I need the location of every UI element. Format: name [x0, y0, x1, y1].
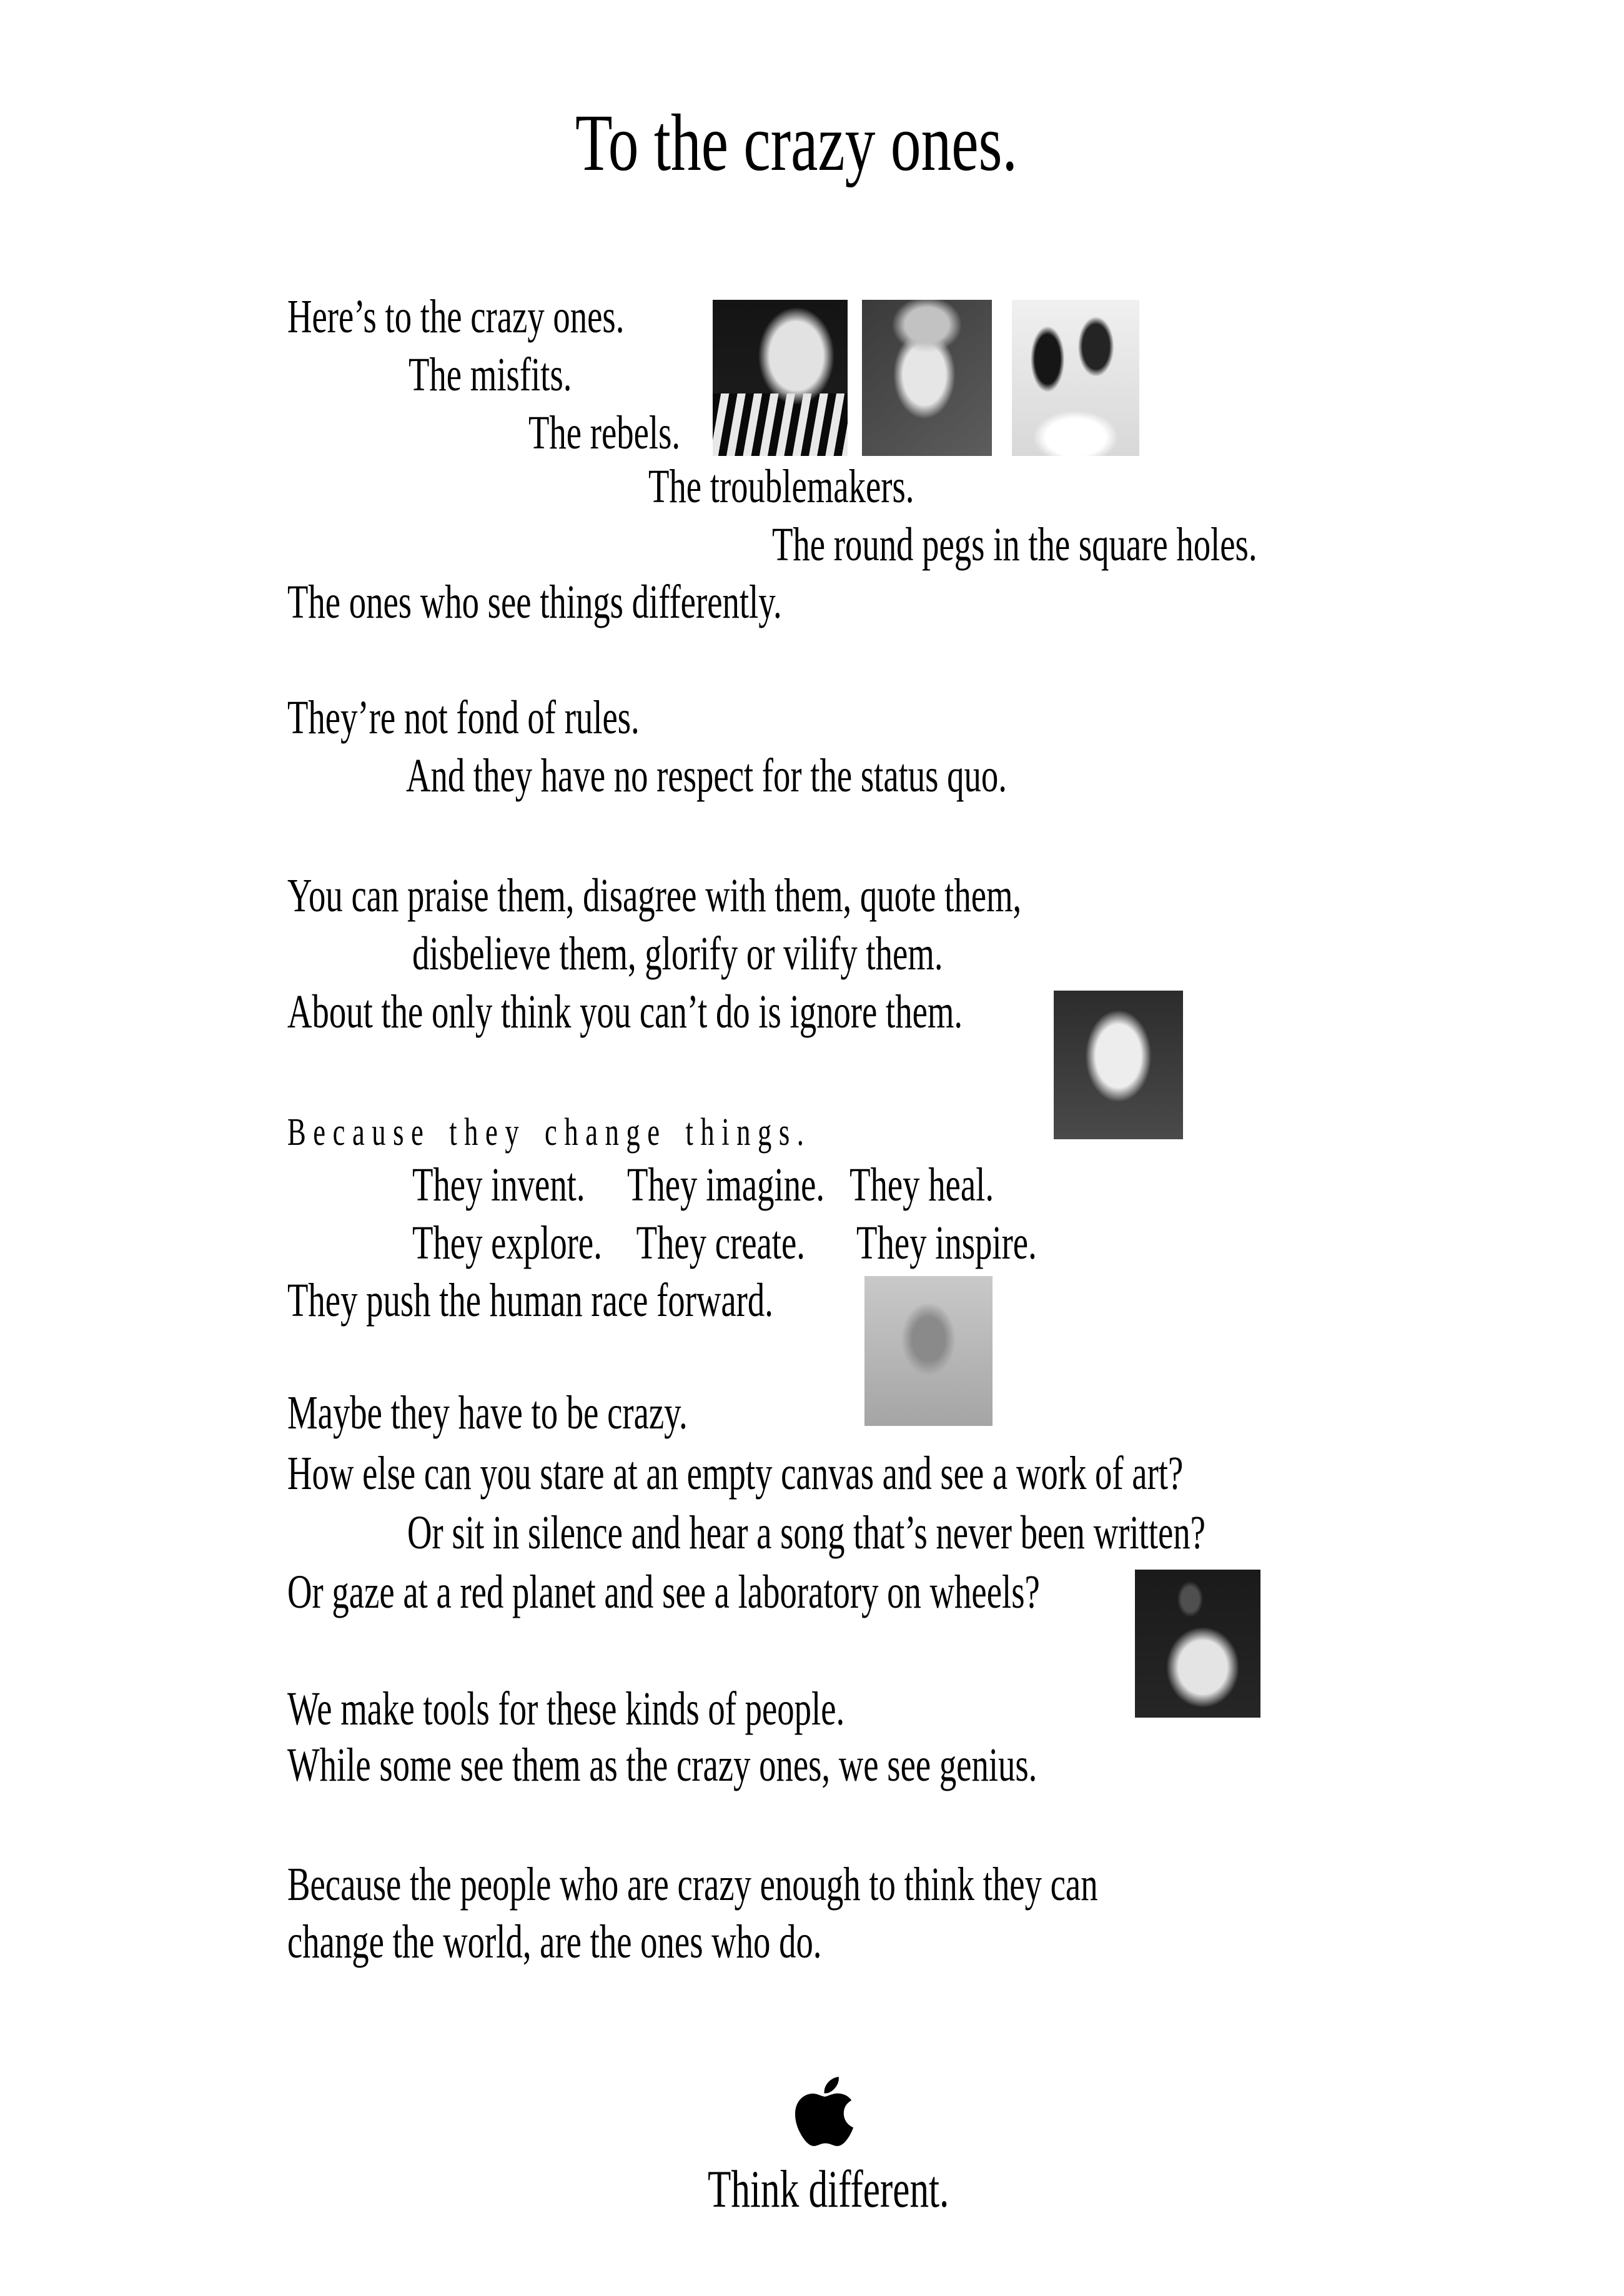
think-different-tagline: Think different. — [708, 2160, 949, 2219]
portrait-miles-davis-photo — [1135, 1570, 1260, 1718]
poem-line-17: How else can you stare at an empty canvas and see a work of art? — [287, 1447, 1184, 1500]
poem-line-6: The ones who see things differently. — [287, 576, 782, 628]
poem-line-2: The misfits. — [408, 349, 572, 401]
portrait-earhart-photo — [1054, 991, 1183, 1139]
portrait-picasso-photo — [713, 300, 848, 456]
poem-line-23: change the world, are the ones who do. — [287, 1916, 822, 1968]
poem-line-19: Or gaze at a red planet and see a laboratory on wheels? — [287, 1566, 1040, 1618]
portrait-lennon-ono-photo — [1012, 300, 1139, 456]
page-title: To the crazy ones. — [575, 98, 1017, 188]
poem-line-22: Because the people who are crazy enough to think they can — [287, 1858, 1098, 1911]
poem-line-14: They explore. They create. They inspire. — [412, 1217, 1037, 1269]
poem-line-18: Or sit in silence and hear a song that’s never been written? — [407, 1507, 1206, 1559]
poem-line-11: About the only think you can’t do is ignore them. — [287, 986, 963, 1038]
portrait-einstein-photo — [862, 300, 992, 456]
poem-line-12: Because they change things. — [287, 1111, 811, 1154]
poem-line-15: They push the human race forward. — [287, 1274, 773, 1327]
poem-line-20: We make tools for these kinds of people. — [287, 1683, 845, 1735]
apple-logo-icon — [795, 2072, 854, 2151]
poem-line-10: disbelieve them, glorify or vilify them. — [412, 928, 943, 980]
poem-line-21: While some see them as the crazy ones, we see genius. — [287, 1739, 1037, 1791]
poem-line-4: The troublemakers. — [648, 460, 914, 513]
poem-line-3: The rebels. — [528, 407, 681, 459]
poem-line-7: They’re not fond of rules. — [287, 691, 640, 744]
poem-line-1: Here’s to the crazy ones. — [287, 290, 625, 343]
poem-line-9: You can praise them, disagree with them, quote them, — [287, 869, 1022, 922]
poem-line-8: And they have no respect for the status quo. — [406, 750, 1007, 802]
portrait-gandhi-photo — [864, 1276, 993, 1426]
poem-line-5: The round pegs in the square holes. — [772, 518, 1257, 571]
poem-line-13: They invent. They imagine. They heal. — [412, 1159, 994, 1211]
poem-line-16: Maybe they have to be crazy. — [287, 1387, 688, 1439]
